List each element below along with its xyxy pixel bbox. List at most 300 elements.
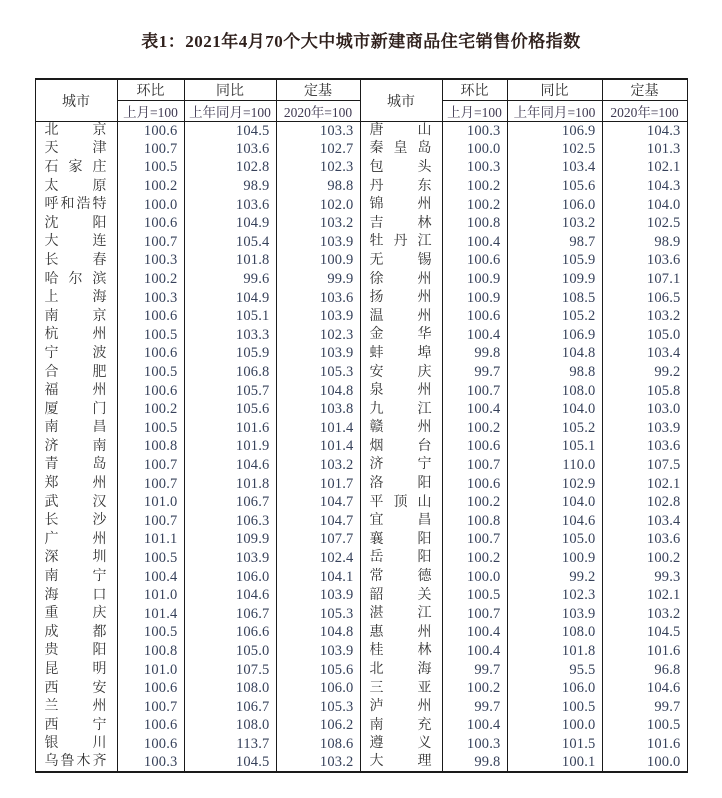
city-name: 丹 东 xyxy=(369,178,432,194)
city-cell xyxy=(360,122,442,141)
value-cell: 105.1 xyxy=(507,438,602,457)
city-cell xyxy=(35,661,117,680)
city-cell xyxy=(35,549,117,568)
value-cell: 101.4 xyxy=(117,605,184,624)
city-cell xyxy=(360,419,442,438)
value-cell: 103.4 xyxy=(602,345,687,364)
value-cell: 102.0 xyxy=(276,196,360,215)
value-cell: 101.6 xyxy=(184,419,276,438)
value-cell: 100.7 xyxy=(117,475,184,494)
city-name: 唐 山 xyxy=(369,123,432,139)
city-name: 蚌 埠 xyxy=(369,345,432,361)
city-name: 兰 州 xyxy=(44,699,107,715)
city-name: 哈 尔 滨 xyxy=(44,271,107,287)
value-cell: 105.9 xyxy=(184,345,276,364)
table-row xyxy=(35,456,687,475)
value-cell: 100.7 xyxy=(117,698,184,717)
value-cell: 107.5 xyxy=(184,661,276,680)
value-cell: 99.7 xyxy=(442,661,507,680)
value-cell: 100.7 xyxy=(117,512,184,531)
city-name: 天 津 xyxy=(44,141,107,157)
value-cell: 100.5 xyxy=(117,363,184,382)
table-row xyxy=(35,214,687,233)
value-cell: 106.0 xyxy=(184,568,276,587)
value-cell: 104.6 xyxy=(184,586,276,605)
city-cell xyxy=(360,642,442,661)
value-cell: 100.5 xyxy=(117,549,184,568)
subheader-yoy-left: 上年同月=100 xyxy=(184,101,276,122)
value-cell: 107.5 xyxy=(602,456,687,475)
value-cell: 100.6 xyxy=(117,735,184,754)
value-cell: 105.0 xyxy=(184,642,276,661)
value-cell: 101.6 xyxy=(602,735,687,754)
city-cell xyxy=(360,717,442,736)
value-cell: 100.5 xyxy=(117,624,184,643)
city-name: 平 顶 山 xyxy=(369,494,432,510)
value-cell: 107.1 xyxy=(602,270,687,289)
city-cell xyxy=(35,438,117,457)
city-cell xyxy=(360,586,442,605)
value-cell: 104.8 xyxy=(276,624,360,643)
city-name: 青 岛 xyxy=(44,457,107,473)
city-name: 牡 丹 江 xyxy=(369,234,432,250)
table-body xyxy=(35,122,687,773)
table-row xyxy=(35,475,687,494)
value-cell: 103.6 xyxy=(276,289,360,308)
city-name: 长 春 xyxy=(44,252,107,268)
value-cell: 104.3 xyxy=(602,177,687,196)
value-cell: 99.8 xyxy=(442,345,507,364)
value-cell: 103.2 xyxy=(276,456,360,475)
city-name: 合 肥 xyxy=(44,364,107,380)
value-cell: 100.4 xyxy=(442,642,507,661)
value-cell: 99.7 xyxy=(602,698,687,717)
value-cell: 100.9 xyxy=(276,252,360,271)
value-cell: 103.9 xyxy=(276,586,360,605)
value-cell: 100.6 xyxy=(442,438,507,457)
city-name: 银 川 xyxy=(44,736,107,752)
city-cell xyxy=(360,289,442,308)
city-name: 太 原 xyxy=(44,178,107,194)
city-name: 南 宁 xyxy=(44,569,107,585)
city-name: 泉 州 xyxy=(369,383,432,399)
value-cell: 100.4 xyxy=(442,717,507,736)
value-cell: 105.4 xyxy=(184,233,276,252)
city-name: 海 口 xyxy=(44,587,107,603)
city-cell xyxy=(360,456,442,475)
value-cell: 100.5 xyxy=(117,159,184,178)
value-cell: 100.8 xyxy=(117,438,184,457)
city-cell xyxy=(360,326,442,345)
value-cell: 99.8 xyxy=(442,754,507,773)
city-name: 宜 昌 xyxy=(369,513,432,529)
value-cell: 104.5 xyxy=(184,122,276,141)
city-cell xyxy=(360,214,442,233)
value-cell: 100.6 xyxy=(442,307,507,326)
value-cell: 100.2 xyxy=(117,177,184,196)
value-cell: 100.8 xyxy=(442,214,507,233)
city-cell xyxy=(360,735,442,754)
value-cell: 100.5 xyxy=(602,717,687,736)
value-cell: 100.4 xyxy=(117,568,184,587)
city-cell xyxy=(35,717,117,736)
value-cell: 103.2 xyxy=(507,214,602,233)
value-cell: 100.2 xyxy=(442,493,507,512)
city-name: 北 京 xyxy=(44,123,107,139)
header-city-left: 城市 xyxy=(35,79,117,122)
price-index-table xyxy=(35,78,688,773)
value-cell: 106.9 xyxy=(507,122,602,141)
table-row xyxy=(35,177,687,196)
value-cell: 100.7 xyxy=(117,233,184,252)
value-cell: 103.2 xyxy=(602,605,687,624)
value-cell: 102.4 xyxy=(276,549,360,568)
value-cell: 104.8 xyxy=(507,345,602,364)
value-cell: 100.6 xyxy=(117,122,184,141)
value-cell: 102.5 xyxy=(507,140,602,159)
city-cell xyxy=(35,475,117,494)
value-cell: 100.0 xyxy=(507,717,602,736)
value-cell: 103.8 xyxy=(276,400,360,419)
city-name: 徐 州 xyxy=(369,271,432,287)
value-cell: 98.9 xyxy=(602,233,687,252)
value-cell: 100.2 xyxy=(442,419,507,438)
value-cell: 100.5 xyxy=(117,419,184,438)
value-cell: 103.6 xyxy=(184,196,276,215)
city-name: 吉 林 xyxy=(369,215,432,231)
value-cell: 105.0 xyxy=(602,326,687,345)
city-cell xyxy=(360,754,442,773)
table-row xyxy=(35,512,687,531)
city-name: 桂 林 xyxy=(369,643,432,659)
value-cell: 100.6 xyxy=(117,307,184,326)
city-name: 温 州 xyxy=(369,308,432,324)
value-cell: 100.7 xyxy=(442,531,507,550)
value-cell: 104.9 xyxy=(184,289,276,308)
city-name: 重 庆 xyxy=(44,606,107,622)
value-cell: 100.7 xyxy=(442,605,507,624)
city-name: 贵 阳 xyxy=(44,643,107,659)
city-cell xyxy=(35,735,117,754)
value-cell: 102.8 xyxy=(602,493,687,512)
value-cell: 101.8 xyxy=(184,252,276,271)
city-name: 锦 州 xyxy=(369,197,432,213)
table-row xyxy=(35,549,687,568)
table-row xyxy=(35,586,687,605)
value-cell: 105.7 xyxy=(184,382,276,401)
value-cell: 102.9 xyxy=(507,475,602,494)
city-name: 南 昌 xyxy=(44,420,107,436)
city-name: 三 亚 xyxy=(369,680,432,696)
city-cell xyxy=(35,493,117,512)
table-row xyxy=(35,326,687,345)
city-name: 宁 波 xyxy=(44,345,107,361)
city-cell xyxy=(35,159,117,178)
subheader-yoy-right: 上年同月=100 xyxy=(507,101,602,122)
table-row xyxy=(35,345,687,364)
table-row xyxy=(35,661,687,680)
value-cell: 103.4 xyxy=(602,512,687,531)
city-cell xyxy=(35,679,117,698)
city-cell xyxy=(360,252,442,271)
value-cell: 100.5 xyxy=(117,326,184,345)
table-header xyxy=(35,79,687,122)
city-cell xyxy=(360,140,442,159)
value-cell: 104.6 xyxy=(507,512,602,531)
header-base-right: 定基 xyxy=(602,79,687,101)
city-cell xyxy=(35,140,117,159)
value-cell: 106.5 xyxy=(602,289,687,308)
table-row xyxy=(35,493,687,512)
value-cell: 99.3 xyxy=(602,568,687,587)
value-cell: 100.2 xyxy=(117,270,184,289)
city-name: 金 华 xyxy=(369,327,432,343)
value-cell: 101.0 xyxy=(117,586,184,605)
value-cell: 106.9 xyxy=(507,326,602,345)
city-cell xyxy=(360,661,442,680)
value-cell: 96.8 xyxy=(602,661,687,680)
value-cell: 100.6 xyxy=(442,475,507,494)
header-yoy-left: 同比 xyxy=(184,79,276,101)
value-cell: 100.4 xyxy=(442,624,507,643)
value-cell: 103.4 xyxy=(507,159,602,178)
value-cell: 104.6 xyxy=(602,679,687,698)
value-cell: 106.8 xyxy=(184,363,276,382)
city-name: 昆 明 xyxy=(44,662,107,678)
city-name: 赣 州 xyxy=(369,420,432,436)
value-cell: 106.2 xyxy=(276,717,360,736)
value-cell: 104.1 xyxy=(276,568,360,587)
value-cell: 108.5 xyxy=(507,289,602,308)
value-cell: 100.6 xyxy=(117,679,184,698)
value-cell: 106.7 xyxy=(184,698,276,717)
value-cell: 100.6 xyxy=(117,214,184,233)
value-cell: 98.8 xyxy=(276,177,360,196)
value-cell: 103.9 xyxy=(507,605,602,624)
city-name: 济 南 xyxy=(44,438,107,454)
value-cell: 100.2 xyxy=(442,177,507,196)
value-cell: 100.0 xyxy=(117,196,184,215)
value-cell: 103.2 xyxy=(276,754,360,773)
value-cell: 100.3 xyxy=(117,289,184,308)
city-cell xyxy=(360,679,442,698)
city-name: 包 头 xyxy=(369,159,432,175)
value-cell: 105.2 xyxy=(507,419,602,438)
value-cell: 106.0 xyxy=(507,679,602,698)
value-cell: 100.0 xyxy=(442,568,507,587)
city-name: 扬 州 xyxy=(369,290,432,306)
city-cell xyxy=(360,605,442,624)
city-cell xyxy=(35,363,117,382)
value-cell: 100.6 xyxy=(117,382,184,401)
city-name: 上 海 xyxy=(44,290,107,306)
city-name: 无 锡 xyxy=(369,252,432,268)
city-cell xyxy=(35,382,117,401)
city-name: 西 安 xyxy=(44,680,107,696)
value-cell: 109.9 xyxy=(184,531,276,550)
city-name: 南 京 xyxy=(44,308,107,324)
value-cell: 100.7 xyxy=(442,456,507,475)
value-cell: 105.3 xyxy=(276,605,360,624)
value-cell: 103.3 xyxy=(184,326,276,345)
value-cell: 100.5 xyxy=(507,698,602,717)
city-name: 遵 义 xyxy=(369,736,432,752)
value-cell: 98.8 xyxy=(507,363,602,382)
table-row xyxy=(35,363,687,382)
value-cell: 103.0 xyxy=(602,400,687,419)
table-row xyxy=(35,624,687,643)
value-cell: 100.9 xyxy=(507,549,602,568)
table-row xyxy=(35,717,687,736)
value-cell: 108.6 xyxy=(276,735,360,754)
table-row xyxy=(35,679,687,698)
value-cell: 105.6 xyxy=(184,400,276,419)
city-cell xyxy=(35,177,117,196)
table-row xyxy=(35,605,687,624)
header-yoy-right: 同比 xyxy=(507,79,602,101)
city-cell xyxy=(35,122,117,141)
value-cell: 103.9 xyxy=(602,419,687,438)
value-cell: 95.5 xyxy=(507,661,602,680)
city-cell xyxy=(35,196,117,215)
table-row xyxy=(35,568,687,587)
value-cell: 104.6 xyxy=(184,456,276,475)
value-cell: 102.3 xyxy=(276,326,360,345)
value-cell: 98.7 xyxy=(507,233,602,252)
city-name: 九 江 xyxy=(369,401,432,417)
city-cell xyxy=(360,568,442,587)
city-name: 大 理 xyxy=(369,754,432,770)
value-cell: 106.3 xyxy=(184,512,276,531)
value-cell: 100.7 xyxy=(117,456,184,475)
header-city-right: 城市 xyxy=(360,79,442,122)
value-cell: 104.8 xyxy=(276,382,360,401)
value-cell: 100.3 xyxy=(442,159,507,178)
value-cell: 100.9 xyxy=(442,289,507,308)
table-row xyxy=(35,122,687,141)
city-cell xyxy=(360,233,442,252)
city-cell xyxy=(360,475,442,494)
value-cell: 99.7 xyxy=(442,363,507,382)
value-cell: 103.2 xyxy=(276,214,360,233)
value-cell: 108.0 xyxy=(184,717,276,736)
value-cell: 104.0 xyxy=(507,400,602,419)
value-cell: 103.6 xyxy=(602,531,687,550)
header-base-left: 定基 xyxy=(276,79,360,101)
city-cell xyxy=(35,419,117,438)
city-cell xyxy=(360,512,442,531)
city-cell xyxy=(360,698,442,717)
value-cell: 106.7 xyxy=(184,493,276,512)
city-name: 西 宁 xyxy=(44,717,107,733)
value-cell: 105.6 xyxy=(507,177,602,196)
city-name: 福 州 xyxy=(44,383,107,399)
value-cell: 100.2 xyxy=(442,196,507,215)
value-cell: 100.2 xyxy=(442,549,507,568)
table-row xyxy=(35,754,687,773)
table-row xyxy=(35,307,687,326)
city-cell xyxy=(35,307,117,326)
city-name: 北 海 xyxy=(369,662,432,678)
city-name: 襄 阳 xyxy=(369,531,432,547)
value-cell: 103.9 xyxy=(184,549,276,568)
city-cell xyxy=(360,400,442,419)
value-cell: 100.0 xyxy=(442,140,507,159)
value-cell: 101.4 xyxy=(276,419,360,438)
city-cell xyxy=(35,214,117,233)
city-name: 安 庆 xyxy=(369,364,432,380)
value-cell: 106.7 xyxy=(184,605,276,624)
value-cell: 99.7 xyxy=(442,698,507,717)
city-cell xyxy=(360,493,442,512)
value-cell: 100.3 xyxy=(117,252,184,271)
header-row-main xyxy=(35,79,687,101)
value-cell: 103.9 xyxy=(276,345,360,364)
value-cell: 109.9 xyxy=(507,270,602,289)
value-cell: 105.8 xyxy=(602,382,687,401)
value-cell: 100.7 xyxy=(442,382,507,401)
city-cell xyxy=(35,400,117,419)
value-cell: 101.0 xyxy=(117,493,184,512)
table-row xyxy=(35,159,687,178)
value-cell: 106.6 xyxy=(184,624,276,643)
value-cell: 103.9 xyxy=(276,307,360,326)
value-cell: 106.0 xyxy=(276,679,360,698)
value-cell: 103.3 xyxy=(276,122,360,141)
value-cell: 100.9 xyxy=(442,270,507,289)
value-cell: 105.6 xyxy=(276,661,360,680)
city-cell xyxy=(35,289,117,308)
value-cell: 100.3 xyxy=(442,122,507,141)
value-cell: 103.6 xyxy=(184,140,276,159)
value-cell: 100.6 xyxy=(117,345,184,364)
city-name: 洛 阳 xyxy=(369,476,432,492)
value-cell: 100.2 xyxy=(117,400,184,419)
value-cell: 100.4 xyxy=(442,233,507,252)
table-title: 表1：2021年4月70个大中城市新建商品住宅销售价格指数 xyxy=(141,32,581,51)
value-cell: 100.6 xyxy=(117,717,184,736)
value-cell: 101.1 xyxy=(117,531,184,550)
city-cell xyxy=(360,177,442,196)
value-cell: 103.9 xyxy=(276,642,360,661)
value-cell: 98.9 xyxy=(184,177,276,196)
value-cell: 103.6 xyxy=(602,438,687,457)
city-name: 南 充 xyxy=(369,717,432,733)
header-mom-right: 环比 xyxy=(442,79,507,101)
value-cell: 100.4 xyxy=(442,400,507,419)
table-row xyxy=(35,642,687,661)
city-name: 泸 州 xyxy=(369,699,432,715)
value-cell: 104.5 xyxy=(602,624,687,643)
city-cell xyxy=(35,605,117,624)
value-cell: 102.3 xyxy=(276,159,360,178)
value-cell: 105.9 xyxy=(507,252,602,271)
city-cell xyxy=(360,363,442,382)
city-cell xyxy=(360,196,442,215)
city-cell xyxy=(35,326,117,345)
value-cell: 100.3 xyxy=(442,735,507,754)
value-cell: 100.7 xyxy=(117,140,184,159)
value-cell: 104.3 xyxy=(602,122,687,141)
city-cell xyxy=(35,531,117,550)
city-name: 惠 州 xyxy=(369,624,432,640)
city-cell xyxy=(35,512,117,531)
value-cell: 101.8 xyxy=(507,642,602,661)
city-name: 大 连 xyxy=(44,234,107,250)
table-row xyxy=(35,382,687,401)
value-cell: 101.0 xyxy=(117,661,184,680)
value-cell: 105.1 xyxy=(184,307,276,326)
